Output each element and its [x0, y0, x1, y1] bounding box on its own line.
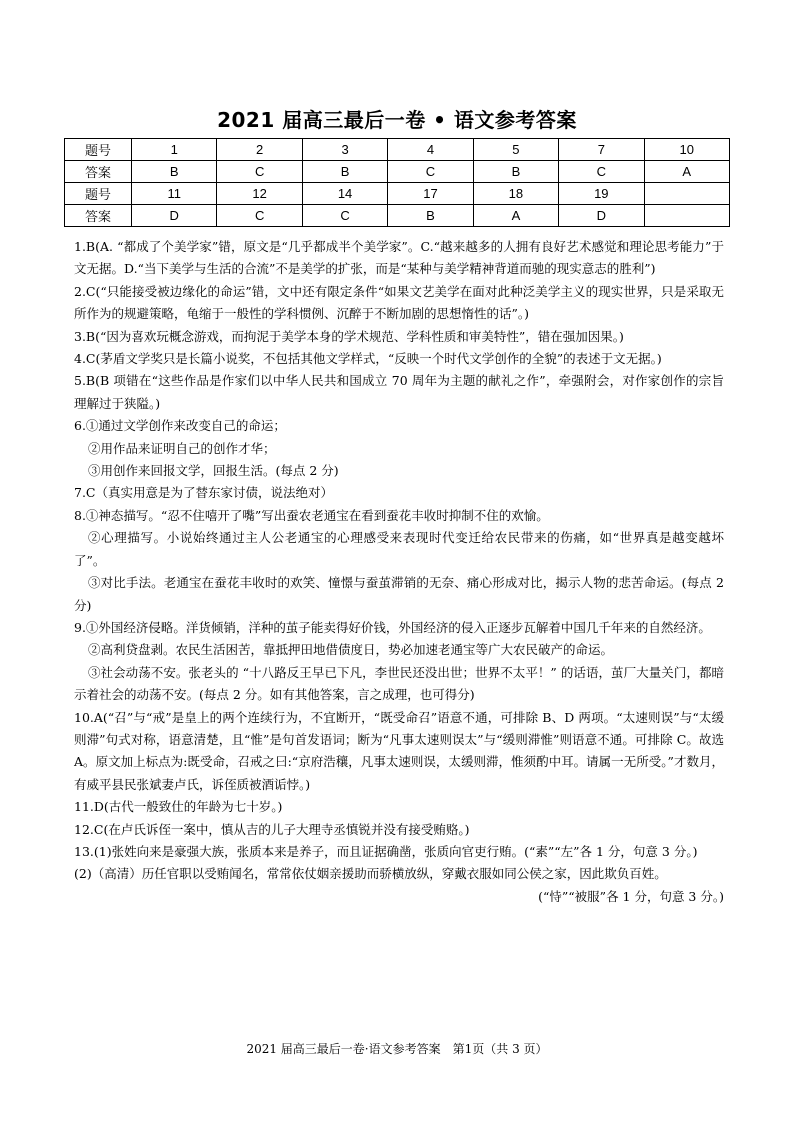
- table-cell: 11: [132, 183, 217, 205]
- table-cell: B: [302, 161, 387, 183]
- table-row: [65, 161, 730, 183]
- table-cell: 答案: [65, 205, 132, 227]
- answer-paragraph: 13.(1)张姓向来是豪强大族，张质本来是养子，而且证据确凿，张质向官吏行贿。(“素”“左”各 1 分，句意 3 分。): [74, 843, 698, 859]
- table-cell: 题号: [65, 183, 132, 205]
- answer-paragraph: 5.B(B 项错在“这些作品是作家们以中华人民共和国成立 70 周年为主题的献礼之作”，牵强附会，对作家创作的宗旨理解过于狭隘。): [74, 373, 724, 411]
- table-cell: 17: [388, 183, 473, 205]
- table-cell: A: [473, 205, 558, 227]
- answer-table: [64, 138, 730, 227]
- table-cell: C: [217, 161, 302, 183]
- answer-paragraph: ③社会动荡不安。张老头的 “十八路反王早已下凡，李世民还没出世；世界不太平！” 的话语，茧厂大量关门，都暗示着社会的动荡不安。(每点 2 分。如有其他答案，言之成理，也可得分): [74, 664, 724, 703]
- answer-explanations: [74, 236, 724, 908]
- answer-paragraph: 6.①通过文学创作来改变自己的命运；: [74, 418, 286, 434]
- table-row: [65, 139, 730, 161]
- table-cell: 题号: [65, 139, 132, 161]
- answer-paragraph: (“恃”“被服”各 1 分，句意 3 分。): [538, 888, 724, 904]
- answer-paragraph: 12.C(在卢氏诉侄一案中，慎从吉的儿子大理寺丞慎锐并没有接受贿赂。): [74, 821, 470, 837]
- table-cell: D: [132, 205, 217, 227]
- table-cell: 14: [302, 183, 387, 205]
- table-cell: 1: [132, 139, 217, 161]
- answer-paragraph: ②用作品来证明自己的创作才华；: [88, 440, 276, 456]
- table-cell: C: [388, 161, 473, 183]
- answer-paragraph: 1.B(A. “都成了个美学家”错，原文是“几乎都成半个美学家”。C.“越来越多的人拥有良好艺术感觉和理论思考能力”于文无据。D.“当下美学与生活的合流”不是美学的扩张，而是“某种与美学精神背道而驰的现实意志的胜利”): [74, 239, 724, 277]
- table-cell: 10: [644, 139, 729, 161]
- table-cell: 12: [217, 183, 302, 205]
- table-cell: B: [388, 205, 473, 227]
- table-cell: 答案: [65, 161, 132, 183]
- page-footer: 2021 届高三最后一卷·语文参考答案 第1页（共 3 页）: [246, 1042, 548, 1056]
- table-cell: 3: [302, 139, 387, 161]
- answer-paragraph: (2)（高清）历任官职以受贿闻名，常常依仗姻亲援助而骄横放纵，穿戴衣服如同公侯之家，因此欺负百姓。: [74, 866, 667, 882]
- answer-paragraph: 4.C(茅盾文学奖只是长篇小说奖，不包括其他文学样式，“反映一个时代文学创作的全貌”的表述于文无据。): [74, 351, 662, 367]
- answer-paragraph: 8.①神态描写。“忍不住嘻开了嘴”写出蚕农老通宝在看到蚕花丰收时抑制不住的欢愉。: [74, 507, 549, 523]
- table-cell: B: [473, 161, 558, 183]
- table-cell: C: [217, 205, 302, 227]
- table-cell: [644, 183, 729, 205]
- answer-paragraph: 3.B(“因为喜欢玩概念游戏，而拘泥于美学本身的学术规范、学科性质和审美特性”，错在强加因果。): [74, 328, 624, 344]
- table-cell: D: [559, 205, 644, 227]
- table-row: [65, 205, 730, 227]
- answer-paragraph: 10.A(“召”与“戒”是皇上的两个连续行为，不宜断开，“既受命召”语意不通，可排除 B、D 两项。“太速则误”与“太缓则滞”句式对称，语意清楚，且“惟”是句首发语词；断为“凡事太速则误太”与“缓则滞惟”则语意不通。可排除 C。故选 A。原文加上标点为:既受命，召戒之曰:“京府浩穰，凡事太速则误，太缓则滞，惟须酌中耳。请属一无所受。”才数月，有威平县民张斌妻卢氏，诉侄质被酒诟悖。): [74, 709, 724, 792]
- table-cell: 5: [473, 139, 558, 161]
- table-cell: 4: [388, 139, 473, 161]
- answer-paragraph: ③对比手法。老通宝在蚕花丰收时的欢笑、憧憬与蚕茧滞销的无奈、痛心形成对比，揭示人物的悲苦命运。(每点 2 分): [74, 575, 724, 613]
- table-cell: C: [302, 205, 387, 227]
- answer-paragraph: ②高利贷盘剥。农民生活困苦，靠抵押田地借债度日，势必加速老通宝等广大农民破产的命运。: [88, 642, 614, 658]
- page-title: 2021 届高三最后一卷 • 语文参考答案: [217, 108, 577, 132]
- answer-paragraph: 2.C(“只能接受被边缘化的命运”错，文中还有限定条件“如果文艺美学在面对此种泛美学主义的现实世界，只是采取无所作为的规避策略，龟缩于一般性的学科惯例、沉醉于不断加剧的思想惰性的话”。): [74, 283, 724, 322]
- table-cell: 2: [217, 139, 302, 161]
- table-cell: A: [644, 161, 729, 183]
- table-cell: 19: [559, 183, 644, 205]
- answer-paragraph: 9.①外国经济侵略。洋货倾销，洋种的茧子能卖得好价钱，外国经济的侵入正逐步瓦解着中国几千年来的自然经济。: [74, 619, 711, 635]
- answer-paragraph: 11.D(古代一般致仕的年龄为七十岁。): [74, 799, 283, 815]
- table-cell: B: [132, 161, 217, 183]
- table-cell: 7: [559, 139, 644, 161]
- table-row: [65, 183, 730, 205]
- answer-paragraph: 7.C（真实用意是为了替东家讨债，说法绝对）: [74, 485, 333, 501]
- table-cell: 18: [473, 183, 558, 205]
- table-cell: C: [559, 161, 644, 183]
- answer-paragraph: ③用创作来回报文学，回报生活。(每点 2 分): [88, 463, 339, 479]
- table-cell: [644, 205, 729, 227]
- answer-paragraph: ②心理描写。小说始终通过主人公老通宝的心理感受来表现时代变迁给农民带来的伤痛，如“世界真是越变越坏了”。: [74, 530, 724, 568]
